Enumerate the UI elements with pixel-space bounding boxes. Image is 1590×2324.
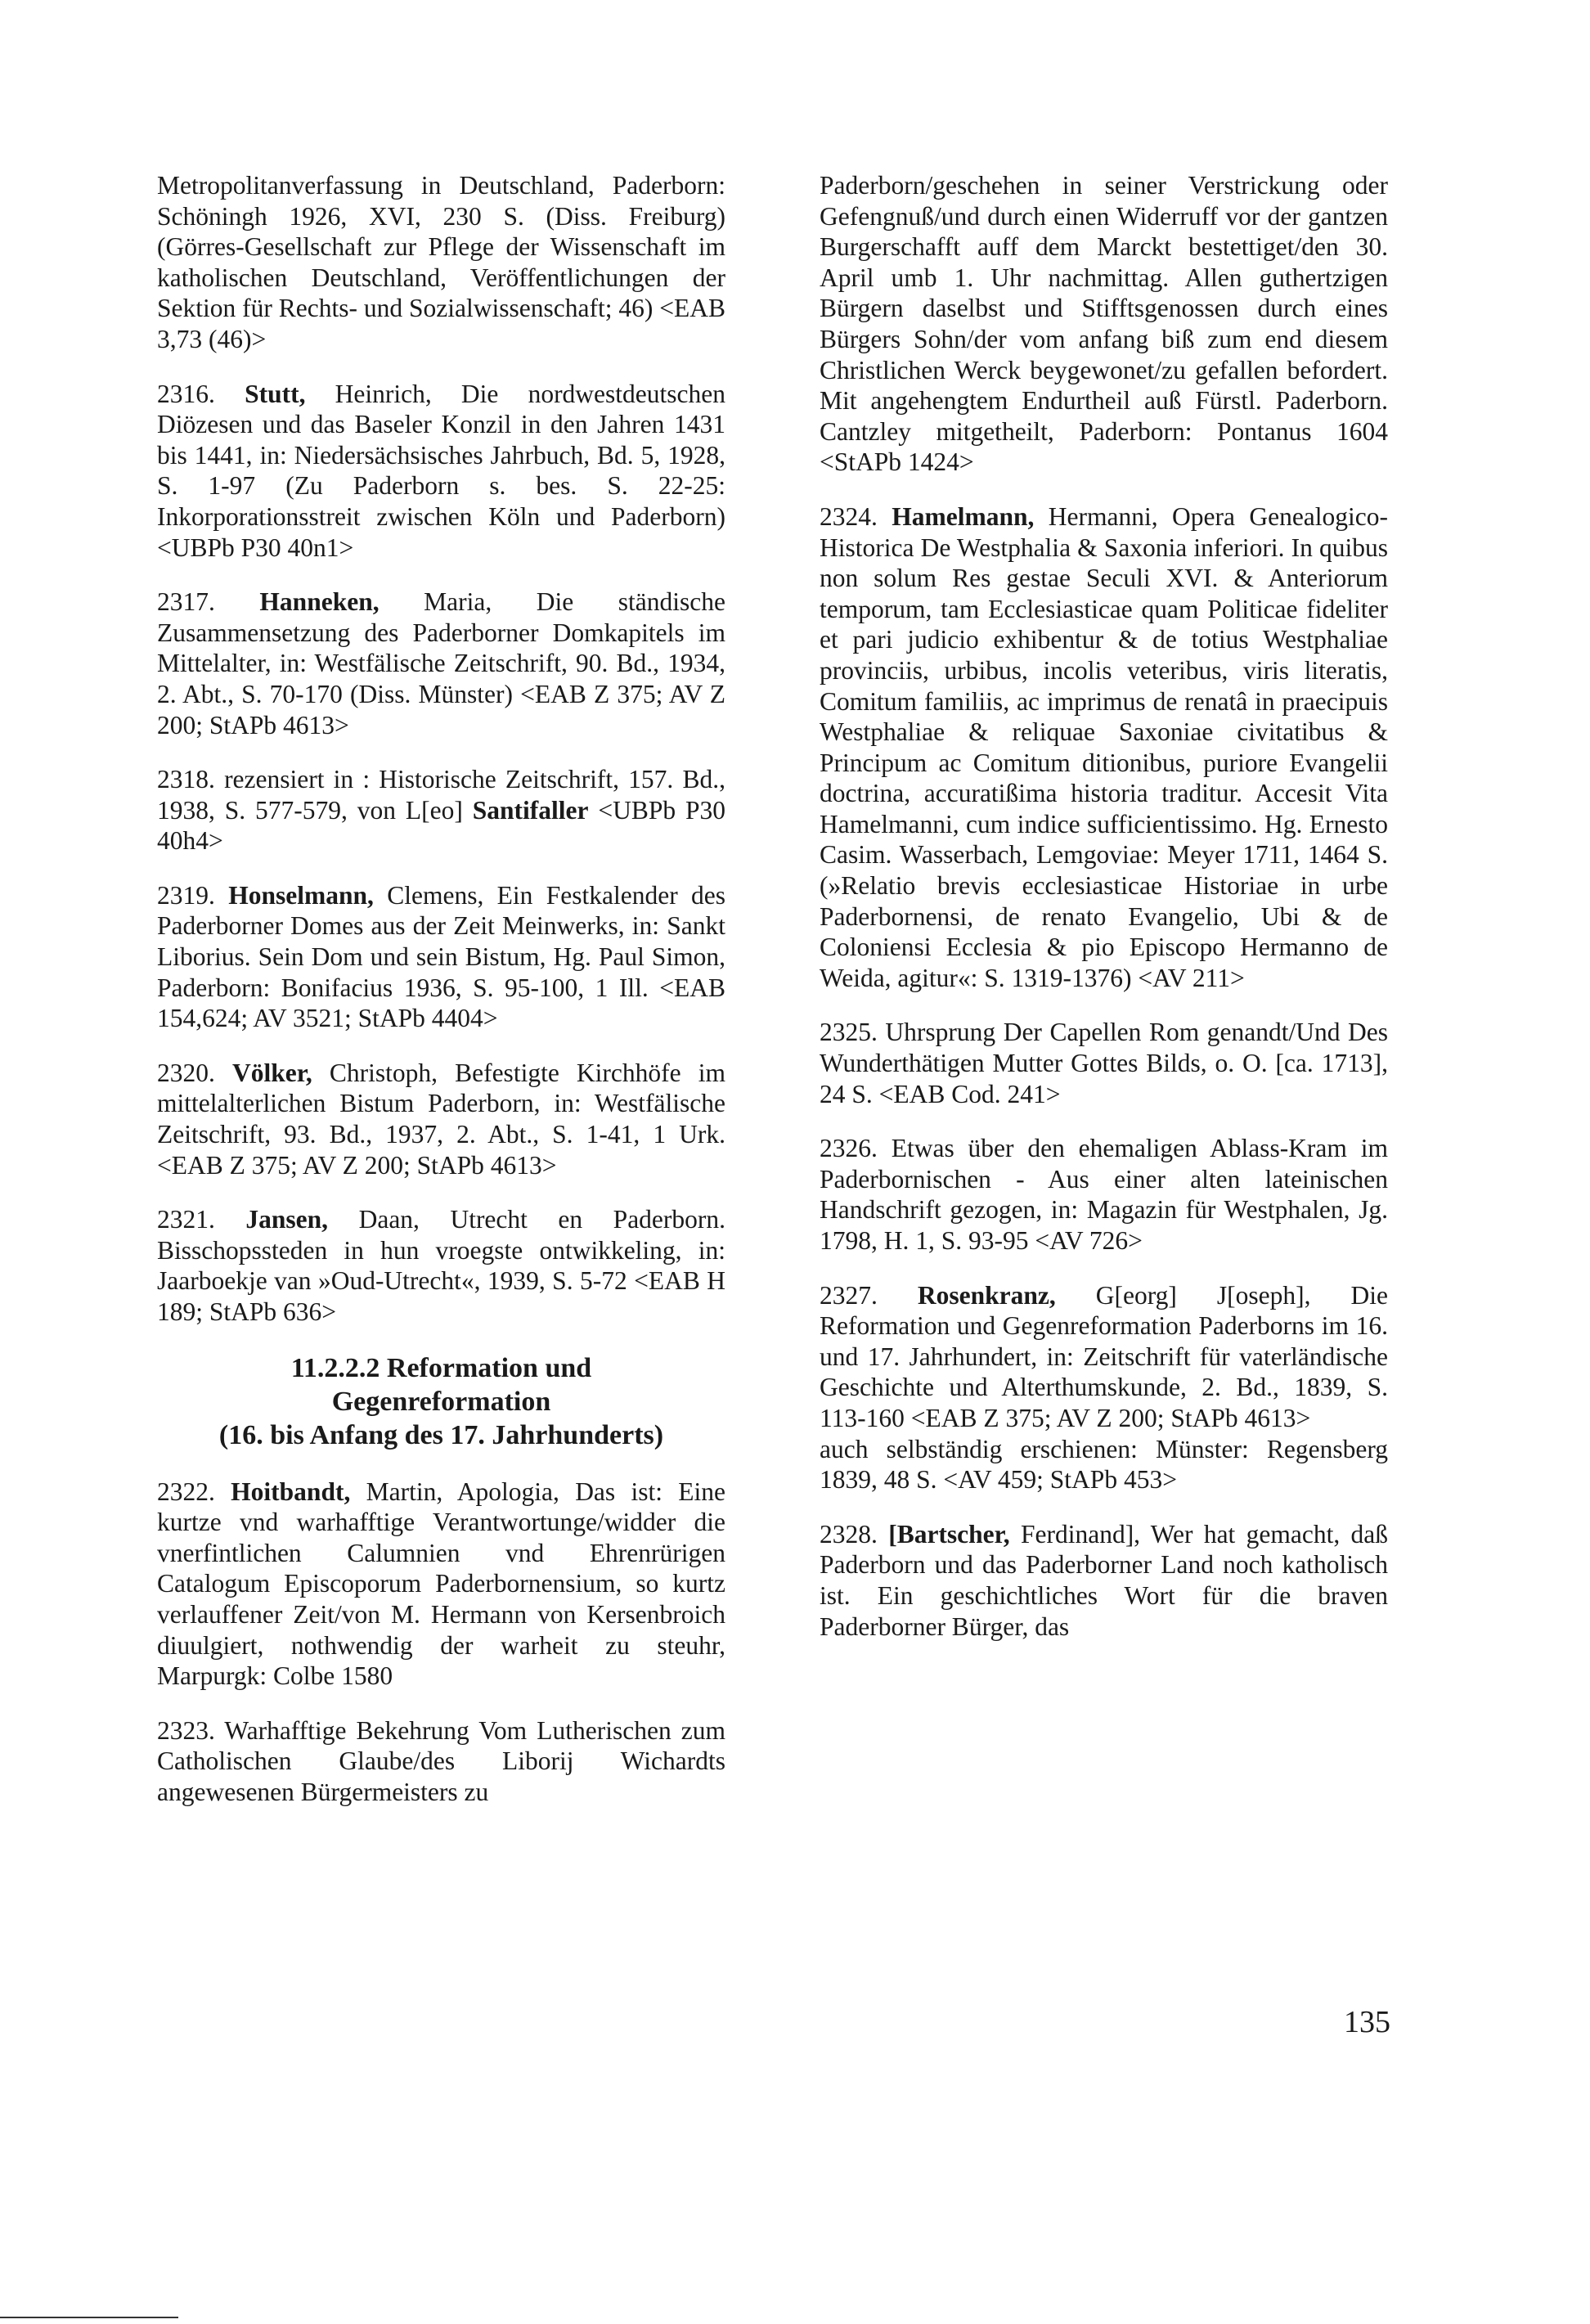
entry-author: Völker, xyxy=(232,1058,312,1087)
entry-text: Christoph, Befestigte Kirchhöfe im mittelalterlichen Bistum Paderborn, in: Westfälische Zeitschrift, 93. Bd., 1937, 2. Abt., S. 1-41, 1 Urk. <EAB Z 375; AV Z 200; StAPb 4613> xyxy=(157,1058,725,1180)
entry-2322 xyxy=(157,1477,725,1692)
heading-line: Gegenreformation xyxy=(331,1386,551,1417)
entry-2318 xyxy=(157,764,725,856)
entry-2320 xyxy=(157,1058,725,1180)
entry-number: 2323. xyxy=(157,1715,215,1745)
entry-author: Jansen, xyxy=(245,1205,329,1234)
entry-2317 xyxy=(157,587,725,740)
entry-reviewer: Santifaller xyxy=(472,795,589,825)
entry-2316 xyxy=(157,379,725,564)
entry-number: 2324. xyxy=(820,501,878,531)
entry-2327 xyxy=(820,1280,1388,1495)
entry-text: Clemens, Ein Festkalender des Paderborner Domes aus der Zeit Meinwerks, in: Sankt Liborius. Sein Dom und sein Bistum, Hg. Paul Simon, Paderborn: Bonifacius 1936, S. 95-100, 1 Ill. <EAB 154,624; AV 3521; StAPb 4404> xyxy=(157,880,726,1033)
entry-number: 2322. xyxy=(157,1477,215,1506)
entry-author: Hanneken, xyxy=(259,587,380,617)
entry-continuation xyxy=(157,170,725,355)
heading-line: (16. bis Anfang des 17. Jahrhunderts) xyxy=(218,1419,664,1450)
section-heading xyxy=(157,1351,725,1452)
entry-author: Hoitbandt, xyxy=(231,1477,351,1506)
entry-text: Paderborn/geschehen in seiner Verstrickung oder Gefengnuß/und durch einen Widerruff vor der gantzen Burgerschafft auff dem Marckt bestettiget/den 30. April umb 1. Uhr nachmittag. Allen guthertzigen Bürgern daselbst und Stifftsgenossen durch eines Bürgers Sohn/der vom anfang biß zum end diesem Christlichen Werck beygewonet/zu gefallen befordert. Mit angehengtem Endurtheil auß Fürstl. Paderborn. Cantzley mitgetheilt, Paderborn: Pontanus 1604 <StAPb 1424> xyxy=(820,171,1388,477)
entry-number: 2318. xyxy=(157,765,215,794)
entry-text: Warhafftige Bekehrung Vom Lutherischen zum Catholischen Glaube/des Liborij Wichardts angewesenen Bürgermeisters zu xyxy=(157,1715,725,1806)
entry-text: Heinrich, Die nordwestdeutschen Diözesen und das Baseler Konzil in den Jahren 1431 bis 1441, in: Niedersächsisches Jahrbuch, Bd. 5, 1928, S. 1-97 (Zu Paderborn s. bes. S. 22-25: Inkorporationsstreit zwischen Köln und Paderborn) <UBPb P30 40n1> xyxy=(157,379,725,562)
entry-2328 xyxy=(820,1519,1388,1642)
entry-2325 xyxy=(820,1017,1388,1109)
entry-2324 xyxy=(820,501,1388,994)
entry-text: Martin, Apologia, Das ist: Eine kurtze vnd warhafftige Verantwortunge/widder die vnerfintlichen Calumnien vnd Ehrenrürigen Catalogum Episcoporum Paderbornensium, so kurtz verlauffener Zeit/von M. Hermann von Kersenbroich diuulgiert, nothwendig der warheit zu steuhr, Marpurgk: Colbe 1580 xyxy=(157,1477,725,1691)
page-number: 135 xyxy=(1344,2005,1390,2039)
entry-text: Daan, Utrecht en Paderborn. Bisschopssteden in hun vroegste ontwikkeling, in: Jaarboekje van »Oud-Utrecht«, 1939, S. 5-72 <EAB H 189; StAPb 636> xyxy=(157,1205,726,1326)
entry-number: 2317. xyxy=(157,587,215,617)
entry-text-tail: <UBPb P30 40h4> xyxy=(157,795,726,856)
scan-edge-line xyxy=(0,2317,178,2318)
entry-number: 2316. xyxy=(157,379,215,408)
entry-number: 2321. xyxy=(157,1205,215,1234)
entry-note: auch selbständig erschienen: Münster: Regensberg 1839, 48 S. <AV 459; StAPb 453> xyxy=(820,1434,1388,1495)
entry-author: [Bartscher, xyxy=(888,1519,1010,1549)
entry-author: Honselmann, xyxy=(228,880,374,910)
entry-number: 2320. xyxy=(157,1058,215,1087)
entry-author: Hamelmann, xyxy=(892,501,1035,531)
entry-text: Uhrsprung Der Capellen Rom genandt/Und Des Wunderthätigen Mutter Gottes Bilds, o. O. [ca. 1713], 24 S. <EAB Cod. 241> xyxy=(820,1018,1388,1108)
entry-author: Stutt, xyxy=(245,379,306,408)
heading-line: 11.2.2.2 Reformation und xyxy=(290,1352,592,1383)
entry-text: G[eorg] J[oseph], Die Reformation und Gegenreformation Paderborns im 16. und 17. Jahrhundert, in: Zeitschrift für vaterländische Geschichte und Alterthumskunde, 2. Bd., 1839, S. 113-160 <EAB Z 375; AV Z 200; StAPb 4613> xyxy=(820,1280,1389,1432)
entry-text: Hermanni, Opera Genealogico-Historica De Westphalia & Saxonia inferiori. In quibus non solum Res gestae Seculi XVI. & Anteriorum temporum, tam Ecclesiasticae quam Politicae fideliter et pari judicio exhibentur & de totius Westphaliae provinciis, urbibus, incolis veteribus, viris literatis, Comitum familiis, ac imprimus de renatâ in praecipuis Westphaliae & reliquae Saxoniae civitatibus & Principum ac Comitum ditionibus, puriore Evangelii doctrina, accuratißima historia traditur. Accesit Vita Hamelmanni, cum indice sufficientissimo. Hg. Ernesto Casim. Wasserbach, Lemgoviae: Meyer 1711, 1464 S. (»Relatio brevis ecclesiasticae Historiae in urbe Paderbornensi, de renato Evangelio, Ubi & de Coloniensi Ecclesia & pio Episcopo Hermanno de Weida, agitur«: S. 1319-1376) <AV 211> xyxy=(820,501,1389,992)
entry-text: Ferdinand], Wer hat gemacht, daß Paderborn und das Paderborner Land noch katholisch ist. Ein geschichtliches Wort für die braven Paderborner Bürger, das xyxy=(820,1519,1389,1641)
entry-number: 2327. xyxy=(820,1280,878,1310)
left-column xyxy=(157,170,725,1832)
entry-2319 xyxy=(157,880,725,1034)
entry-number: 2326. xyxy=(820,1134,878,1163)
entry-2323 xyxy=(157,1715,725,1808)
right-column xyxy=(820,170,1388,1665)
entry-2321 xyxy=(157,1204,725,1327)
entry-continuation xyxy=(820,170,1388,478)
entry-text: Etwas über den ehemaligen Ablass-Kram im Paderbornischen - Aus einer alten lateinischen Handschrift gezogen, in: Magazin für Westphalen, Jg. 1798, H. 1, S. 93-95 <AV 726> xyxy=(820,1134,1388,1255)
entry-number: 2325. xyxy=(820,1018,878,1047)
entry-text: rezensiert in : Historische Zeitschrift, 157. Bd., 1938, S. 577-579, von L[eo] xyxy=(157,765,725,825)
entry-text: Metropolitanverfassung in Deutschland, Paderborn: Schöningh 1926, XVI, 230 S. (Diss. Freiburg) (Görres-Gesellschaft zur Pflege der Wissenschaft im katholischen Deutschland, Veröffentlichungen der Sektion für Rechts- und Sozialwissenschaft; 46) <EAB 3,73 (46)> xyxy=(157,171,725,353)
entry-number: 2319. xyxy=(157,880,215,910)
entry-text: Maria, Die ständische Zusammensetzung des Paderborner Domkapitels im Mittelalter, in: Westfälische Zeitschrift, 90. Bd., 1934, 2. Abt., S. 70-170 (Diss. Münster) <EAB Z 375; AV Z 200; StAPb 4613> xyxy=(157,587,725,739)
entry-2326 xyxy=(820,1133,1388,1256)
entry-number: 2328. xyxy=(820,1519,878,1549)
entry-author: Rosenkranz, xyxy=(917,1280,1056,1310)
